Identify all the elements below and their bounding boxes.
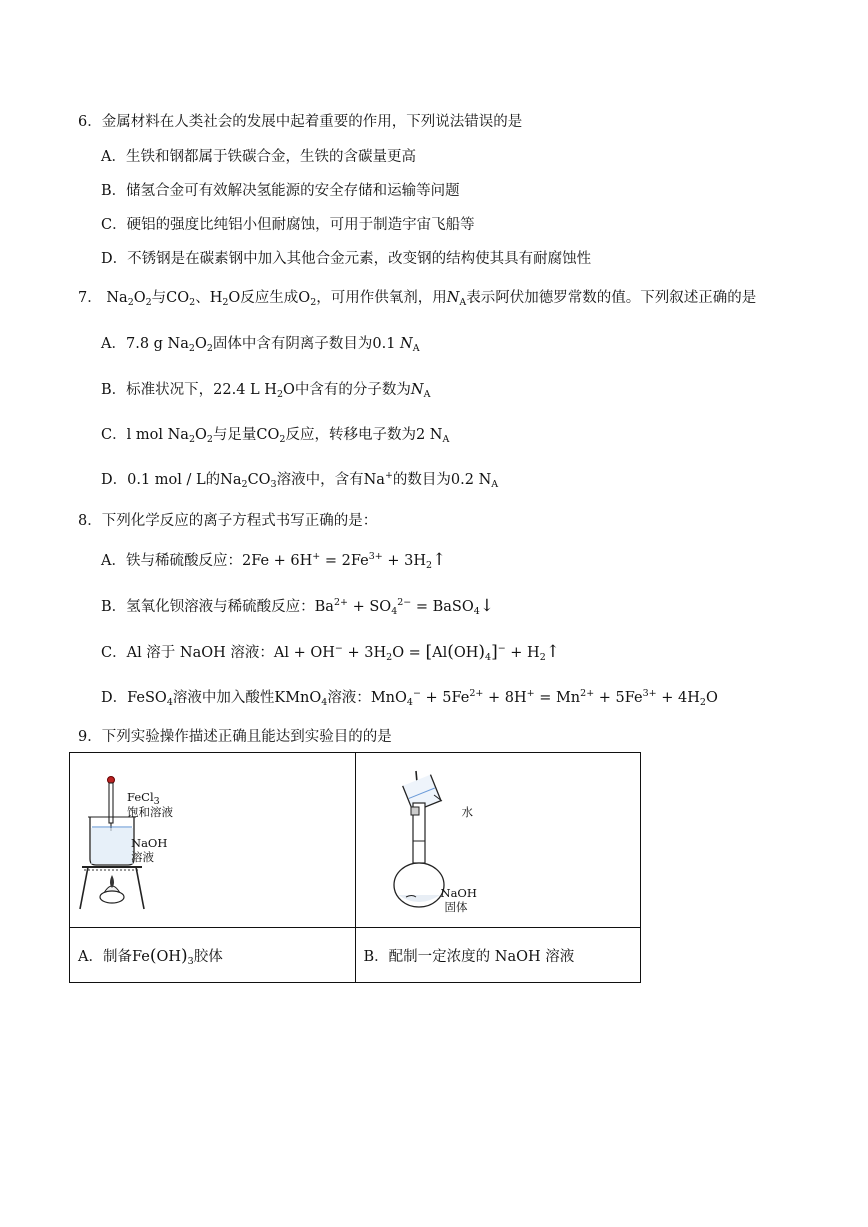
q7-d-label: D． (101, 472, 128, 488)
q7-stem: 7． $Na_2O_2$与$CO_2$、$H_2O$反应生成$O_2$，可用作供氧剂，用$N_A$表示阿伏加德罗常数的值。下列叙述正确的是 (78, 290, 757, 308)
q7-d-text-1: 的 (205, 472, 221, 488)
q8-option-a: A．铁与稀硫酸反应：$2Fe + 6H^+ = 2Fe^{3+}$ + $3H_2↑$ (101, 550, 447, 571)
q7-text-4: ，可用作供氧剂，用 (316, 290, 447, 306)
q7-b-volume: 22.4 L (213, 382, 260, 398)
q7-c-mol: l mol (126, 427, 163, 443)
fig1-saturated-solution-label: 饱和溶液 (127, 805, 173, 819)
fig2-solid-label: 固体 (444, 900, 468, 914)
q8-d-text-2: 溶液中加入酸性 (172, 690, 275, 706)
fig1-fecl3-label (127, 790, 160, 807)
q7-d-text-2: 溶液中，含有 (276, 472, 364, 488)
experiment-table (69, 752, 641, 983)
fig1-solution-label: 溶液 (131, 850, 154, 864)
q7-text-5: 表示阿伏加德罗常数的值。下列叙述正确的是 (466, 290, 757, 306)
q7-option-c: C．l mol $Na_2O_2$与足量$CO_2$反应，转移电子数为2 $N_A$ (101, 427, 450, 445)
q7-c-label: C． (101, 427, 127, 443)
q7-b-label: B．标准状况下， (101, 382, 214, 398)
q7-c-text-2: 反应，转移电子数为2 N (285, 427, 443, 443)
q7-a-text: 固体中含有阴离子数目为0.1 (212, 336, 396, 352)
q7-d-concentration: 0.1 mol / L (127, 472, 206, 488)
fig1-fecl3-text: FeCl (127, 790, 154, 804)
q8-d-text-1: D． (101, 690, 128, 706)
q8-d-text-3: 溶液： (327, 690, 371, 706)
fig2-naoh-label: NaOH (440, 886, 477, 900)
q7-d-text-3: 的数目为0.2 N (392, 472, 492, 488)
q8-a-text: A．铁与稀硫酸反应： (101, 553, 242, 569)
q7-c-text-1: 与足量 (212, 427, 257, 443)
q8-stem: 8．下列化学反应的离子方程式书写正确的是： (78, 513, 378, 529)
fig2-water-label: 水 (461, 805, 473, 819)
figure-cell-b (355, 753, 641, 928)
q6-option-a: A．生铁和钢都属于铁碳合金，生铁的含碳量更高 (101, 149, 416, 165)
fig1-fecl3-subscript: 3 (153, 796, 160, 807)
q8-option-c: C．Al 溶于 NaOH 溶液：$Al + OH^- + 3H_2O = [Al(OH)_4]^-$ + $H_2↑$ (101, 642, 560, 663)
q7-option-d: D．0.1 mol / L的$Na_2CO_3$溶液中，含有Na+的数目为0.2 $N_A$ (101, 470, 499, 490)
caption-a-prefix: A．制备 (78, 948, 132, 965)
figure-cell-a (70, 753, 356, 928)
q7-text-3: 反应生成 (240, 290, 299, 306)
q8-option-d: D．FeSO$_4$溶液中加入酸性KMnO$_4$溶液：$MnO_4^- + 5Fe^{2+} + 8H^+ = Mn^{2+} + 5Fe^{3+} + 4H_2O$ (101, 688, 718, 708)
q7-option-a: A．7.8 g $Na_2O_2$固体中含有阴离子数目为0.1 $N_A$ (101, 336, 420, 354)
caption-a: A．制备$Fe(OH)_3$胶体 (70, 928, 356, 983)
caption-b: B．配制一定浓度的 NaOH 溶液 (355, 928, 641, 983)
q8-c-text: C．Al 溶于 NaOH 溶液： (101, 645, 274, 661)
q7-option-b: B．标准状况下，22.4 L $H_2O$中含有的分子数为$N_A$ (101, 382, 431, 400)
q8-option-b: B．氢氧化钡溶液与稀硫酸反应：$Ba^{2+} + SO_4^{2-}$ = BaSO$_4$↓ (101, 596, 495, 617)
q7-text-1: 与 (151, 290, 167, 306)
q7-b-text: 中含有的分子数为 (294, 382, 411, 398)
q7-text-2: 、 (195, 290, 210, 306)
q9-stem: 9．下列实验操作描述正确且能达到实验目的的是 (78, 729, 392, 745)
caption-a-suffix: 胶体 (193, 948, 223, 965)
q6-stem: 6．金属材料在人类社会的发展中起着重要的作用，下列说法错误的是 (78, 114, 523, 130)
q7-number: 7． (78, 290, 102, 306)
q6-option-b: B．储氢合金可有效解决氢能源的安全存储和运输等问题 (101, 183, 460, 199)
q8-b-text: B．氢氧化钡溶液与稀硫酸反应： (101, 599, 315, 615)
q6-option-d: D．不锈钢是在碳素钢中加入其他合金元素，改变钢的结构使其具有耐腐蚀性 (101, 251, 592, 267)
q7-a-label: A． (101, 336, 126, 352)
q7-a-mass: 7.8 g (125, 336, 163, 352)
fig1-naoh-label: NaOH (131, 836, 168, 850)
q6-option-c: C．硬铝的强度比纯铝小但耐腐蚀，可用于制造宇宙飞船等 (101, 217, 475, 233)
